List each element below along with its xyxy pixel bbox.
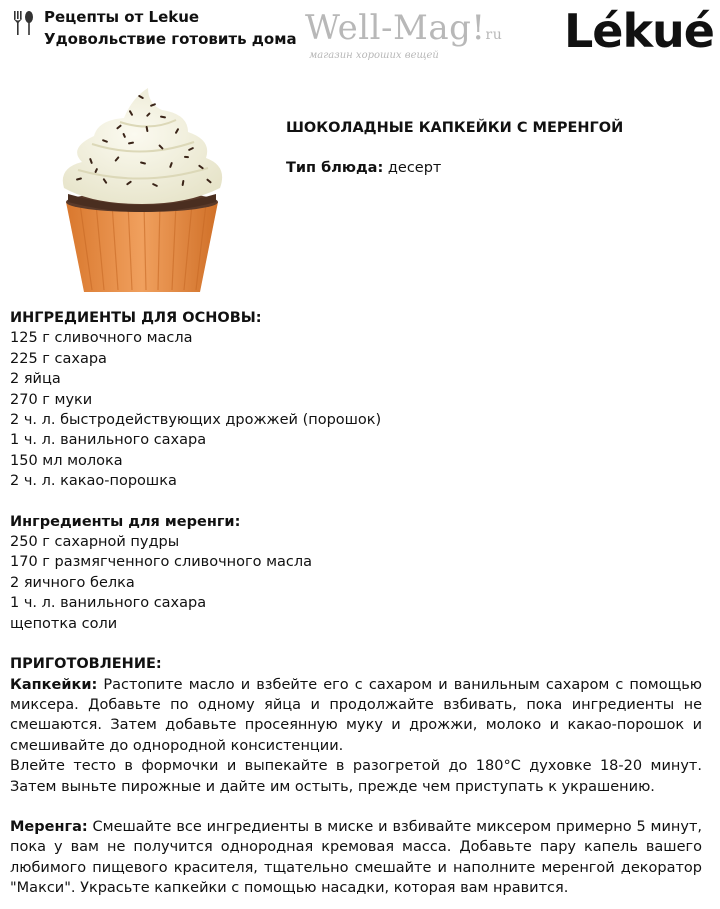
list-item: щепотка соли [10,615,118,632]
wellmag-logo [305,8,515,68]
wellmag-tagline: магазин хороших вещей [309,50,439,61]
list-item: 1 ч. л. ванильного сахара [10,432,207,449]
meringue-label: Меренга: [10,818,88,835]
lekue-logo: Lékué [563,4,714,58]
list-item: 2 ч. л. быстродействующих дрожжей (порошок) [10,412,382,429]
cupcakes-step-2: Влейте тесто в формочки и выпекайте в разогретой до 180°С духовке 18-20 минут. Затем выньте пирожные и дайте им остыть, прежде чем приступать к украшению. [10,758,702,795]
list-item: 2 яичного белка [10,574,135,591]
header-title [44,6,297,50]
list-item: 270 г муки [10,391,93,408]
dish-type-value: десерт [387,160,442,176]
meringue-text: Смешайте все ингредиенты в миске и взбивайте миксером примерно 5 минут, пока у вам не получится однородная кремовая масса. Добавьте пару капель вашего любимого пищевого красителя, тщательно смешайте и наполните меренгой декоратор "Макси". Украсьте капкейки с помощью насадки, которая вам нравится. [10,818,703,897]
list-item: 1 ч. л. ванильного сахара [10,595,207,612]
list-item: 125 г сливочного масла [10,330,193,347]
list-item: 170 г размягченного сливочного масла [10,554,313,571]
preparation-title: ПРИГОТОВЛЕНИЕ: [10,656,162,673]
meringue-ingredients-title: Ингредиенты для меренги: [10,513,241,530]
list-item: 2 яйца [10,371,61,388]
cupcakes-text: Растопите масло и взбейте его с сахаром и ванильным сахаром с помощью миксера. Добавьте по одному яйца и продолжайте взбивать, пока ингредиенты не смешаются. Затем добавьте просеянную муку и дрожжи, молоко и какао-порошок и смешивайте до однородной консистенции. [10,676,703,754]
list-item: 225 г сахара [10,350,107,367]
header-line1: Рецепты от Lekue [44,8,200,26]
list-item: 250 г сахарной пудры [10,534,180,551]
recipe-title: ШОКОЛАДНЫЕ КАПКЕЙКИ С МЕРЕНГОЙ [286,120,624,136]
list-item: 150 мл молока [10,452,123,469]
list-item: 2 ч. л. какао-порошка [10,473,177,490]
meringue-ingredients-list [10,532,702,634]
page-header [0,0,720,62]
wellmag-tld: ru [485,27,503,43]
dish-type [286,158,706,178]
recipe-header [286,118,706,178]
recipe-body [10,308,702,899]
cupcake-image [28,70,256,298]
cupcakes-label: Капкейки: [10,676,98,693]
base-ingredients-list [10,328,702,491]
dish-type-label: Тип блюда: [286,160,384,176]
fork-spoon-icon [8,8,38,38]
cupcakes-step [10,675,702,757]
header-line2: Удовольствие готовить дома [44,30,297,48]
meringue-step [10,817,702,899]
wellmag-name: Well-Mag! [305,8,486,48]
base-ingredients-title: ИНГРЕДИЕНТЫ ДЛЯ ОСНОВЫ: [10,310,262,326]
